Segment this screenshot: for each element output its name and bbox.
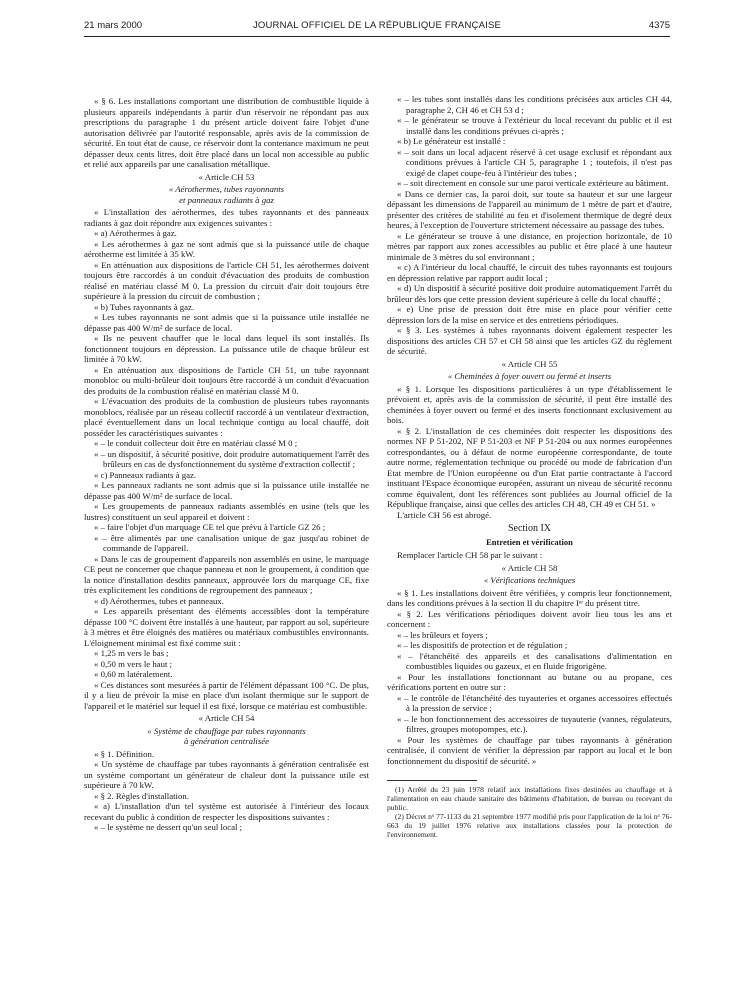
paragraph: « § 2. Les vérifications périodiques doivent avoir lieu tous les ans et concernent : xyxy=(387,608,672,629)
header-date: 21 mars 2000 xyxy=(84,20,143,31)
paragraph: « Ces distances sont mesurées à partir de l'élément dépassant 100 °C. De plus, il y a lieu de prévoir la mise en place d'un isolant thermique sur le support de l'appareil et le matériel sur lequel il est fixé, lorsque ce matériau est combustible. xyxy=(84,679,369,711)
paragraph: « b) Tubes rayonnants à gaz. xyxy=(94,301,195,312)
footnotes xyxy=(387,785,672,839)
paragraph: « b) Le générateur est installé : xyxy=(397,136,506,146)
paragraph: « Les aérothermes à gaz ne sont admis que si la puissance utile de chaque aérotherme est limitée à 35 kW. xyxy=(84,238,369,259)
paragraph: « d) Un dispositif à sécurité positive doit produire automatiquement l'arrêt du brûleur dès lors que cette pression devient supérieure à celle du local chauffé ; xyxy=(387,283,672,304)
article-heading: « Article CH 55 xyxy=(501,358,558,369)
paragraph: L'article CH 56 est abrogé. xyxy=(397,509,492,520)
paragraph: « En atténuation aux dispositions de l'article CH 51, les aérothermes doivent toujours être raccordés à un conduit d'évacuation des produits de combustion réalisé en matériau classé M 0. La pression du circuit d'air doit toujours être supérieure à la pression du circuit de combustion ; xyxy=(84,259,369,301)
list-item: « – le bon fonctionnement des accessoires de tuyauterie (vannes, régulateurs, filtres, groupes motopompes, etc.). xyxy=(397,713,672,734)
paragraph: « Les tubes rayonnants ne sont admis que si la puissance utile installée ne dépasse pas 400 W/m² de surface de local. xyxy=(84,312,369,333)
paragraph: « Un système de chauffage par tubes rayonnants à génération centralisée est un système comportant un générateur de chaleur dont la puissance utile est supérieure à 70 kW. xyxy=(84,759,369,790)
paragraph: « e) Une prise de pression doit être mise en place pour vérifier cette dépression lors de la mise en service et des entretiens périodiques. xyxy=(387,304,672,325)
paragraph: « Dans ce dernier cas, la paroi doit, sur toute sa hauteur et sur une largeur dépassant les dimensions de l'appareil au minimum de 1 mètre de part et d'autre, présenter des critères de stabilité au feu et d'isolement thermique de degré deux heures, à l'exception de l'ouverture strictement nécessaire au passage des tubes. xyxy=(387,188,672,230)
list-item: « – les tubes sont installés dans les conditions précisées aux articles CH 44, paragraphe 2, CH 46 et CH 53 d ; xyxy=(397,94,672,115)
paragraph: « § 1. Définition. xyxy=(94,748,155,759)
right-column xyxy=(387,94,672,839)
paragraph: « L'évacuation des produits de la combustion de plusieurs tubes rayonnants monoblocs, réalisée par un réseau collectif raccordé à un ventilateur d'extraction, placé éventuellement dans un local technique contigu au local chauffé, doit posséder les caractéristiques suivantes : xyxy=(84,396,369,438)
paragraph: « Ils ne peuvent chauffer que le local dans lequel ils sont installés. Ils fonctionnent toujours en dépression. La puissance utile de chaque brûleur est limitée à 70 kW. xyxy=(84,333,369,364)
paragraph: « § 1. Les installations doivent être vérifiées, y compris leur fonctionnement, dans les conditions prévues à la section II du chapitre Iᵉʳ du présent titre. xyxy=(387,587,672,608)
paragraph: « a) Aérothermes à gaz. xyxy=(94,228,177,238)
paragraph: « § 6. Les installations comportant une distribution de combustible liquide à plusieurs appareils indépendants à partir d'un réservoir ne répondant pas aux prescriptions du paragraphe 1 du présent article doivent faire l'objet d'une autorisation délivrée par l'autorité responsable, après avis de la commission de sécurité. En tout état de cause, ce réservoir dont la contenance maximum ne peut dépasser deux cents litres, doit être placé dans un local non accessible au public et relié aux appareils par une canalisation métallique. xyxy=(84,96,369,169)
paragraph: « d) Aérothermes, tubes et panneaux. xyxy=(94,595,224,606)
paragraph: « 1,25 m vers le bas ; xyxy=(94,648,169,658)
list-item: « – un dispositif, à sécurité positive, doit produire automatiquement l'arrêt des brûleurs en cas de dysfonctionnement du système d'extraction collectif ; xyxy=(94,448,369,469)
list-item: « – le générateur se trouve à l'extérieur du local recevant du public et il est installé dans les conditions prévues ci-après ; xyxy=(397,115,672,136)
footnote-rule xyxy=(387,780,477,781)
paragraph: « a) L'installation d'un tel système est autorisée à l'intérieur des locaux recevant du public à condition de respecter les dispositions suivantes : xyxy=(84,801,369,822)
header-page-number: 4375 xyxy=(648,20,670,31)
paragraph: « 0,50 m vers le haut ; xyxy=(94,658,173,669)
article-heading: « Article CH 54 xyxy=(198,713,255,723)
paragraph: « Pour les systèmes de chauffage par tubes rayonnants à génération centralisée, il convient de vérifier la dépression par rapport au local et le bon fonctionnement du dispositif de sécurité. » xyxy=(387,734,672,766)
list-item: « – le système ne dessert qu'un seul local ; xyxy=(94,822,243,832)
paragraph: « § 1. Lorsque les dispositions particulières à un type d'établissement le prévoient et, après avis de la commission de sécurité, il peut être installé des cheminées à foyer ouvert ou fermé et des inserts fonctionnant exclusivement au bois. xyxy=(387,383,672,425)
article-title: et panneaux radiants à gaz xyxy=(179,194,274,205)
list-item: « – les dispositifs de protection et de régulation ; xyxy=(397,640,568,650)
paragraph: « § 3. Les systèmes à tubes rayonnants doivent également respecter les dispositions des articles CH 57 et CH 58 ainsi que les articles GZ du règlement de sécurité. xyxy=(387,325,672,356)
paragraph: « L'installation des aérothermes, des tubes rayonnants et des panneaux radiants à gaz doit répondre aux exigences suivantes : xyxy=(84,207,369,228)
footnote: (2) Décret nᵒ 77-1133 du 21 septembre 1977 modifié pris pour l'application de la loi nᵒ 76-663 du 19 juillet 1976 relative aux installations classées pour la protection de l'environnement. xyxy=(387,812,672,839)
article-title: « Vérifications techniques xyxy=(483,575,576,585)
header-title: JOURNAL OFFICIEL DE LA RÉPUBLIQUE FRANÇAISE xyxy=(252,20,502,31)
section-heading: Section IX xyxy=(507,523,552,534)
paragraph: « c) A l'intérieur du local chauffé, le circuit des tubes rayonnants est toujours en dépression relative par rapport audit local ; xyxy=(387,262,672,283)
article-title: « Cheminées à foyer ouvert ou fermé et inserts xyxy=(447,371,612,381)
paragraph: « Les appareils présentant des éléments accessibles dont la température dépasse 100 °C doivent être installés à une hauteur, par rapport au sol, supérieure à 3 mètres et être éloignés des matières ou matériaux combustibles environnants. L'éloignement minimal est fixé comme suit : xyxy=(84,606,369,648)
article-title: à génération centralisée xyxy=(183,736,270,746)
section-subheading: Entretien et vérification xyxy=(486,536,573,547)
list-item: « – le contrôle de l'étanchéité des tuyauteries et organes accessoires effectués à la pression de service ; xyxy=(397,692,672,713)
article-title: « Système de chauffage par tubes rayonnants xyxy=(147,725,306,736)
paragraph: « § 2. Règles d'installation. xyxy=(94,790,189,801)
list-item: « – être alimentés par une canalisation unique de gaz jusqu'au robinet de commande de l'appareil. xyxy=(94,532,369,553)
list-item: « – le conduit collecteur doit être en matériau classé M 0 ; xyxy=(94,438,298,448)
list-item: « – faire l'objet d'un marquage CE tel que prévu à l'article GZ 26 ; xyxy=(94,522,326,532)
paragraph: « Dans le cas de groupement d'appareils non assemblés en usine, le marquage CE peut ne concerner que chaque panneau et non le groupement, à condition que la notice d'installation desdits panneaux, approuvée lors du marquage CE, fixe très explicitement les conditions de regroupement des panneaux ; xyxy=(84,553,369,595)
article-title: « Aérothermes, tubes rayonnants xyxy=(168,184,285,194)
paragraph: « § 2. L'installation de ces cheminées doit respecter les dispositions des normes NF P 51-202, NF P 51-203 et NF P 51-204 ou aux normes européennes correspondantes, ou à défaut de norme européenne correspondante, de toute autre norme, réglementation technique ou procédé ou mode de fabrication d'un Etat membre de l'Union européenne ou d'un Etat partie contractante à l'accord instituant l'Espace économique européen, assurant un niveau de sécurité reconnu comme équivalent, dont les références sont publiées au Journal officiel de la République française, ainsi que celles des articles CH 48, CH 49 et CH 51. » xyxy=(387,425,672,509)
left-column xyxy=(84,96,369,833)
paragraph: « Pour les installations fonctionnant au butane ou au propane, ces vérifications portent en outre sur : xyxy=(387,671,672,692)
article-heading: « Article CH 58 xyxy=(501,562,558,573)
paragraph: « Les groupements de panneaux radiants assemblés en usine (tels que les lustres) constituent un seul appareil et doivent : xyxy=(84,501,369,522)
paragraph: « c) Panneaux radiants à gaz. xyxy=(94,469,197,480)
paragraph: « En atténuation aux dispositions de l'article CH 51, un tube rayonnant monobloc ou multi-brûleur doit toujours être raccordé à un conduit d'évacuation des produits de la combustion réalisé en matériau classé M 0. xyxy=(84,364,369,396)
header-rule xyxy=(84,36,670,37)
footnote: (1) Arrêté du 23 juin 1978 relatif aux installations fixes destinées au chauffage et à l'alimentation en eau chaude sanitaire des bâtiments d'habitation, de bureau ou recevant du public. xyxy=(387,785,672,812)
paragraph: « Le générateur se trouve à une distance, en projection horizontale, de 10 mètres par rapport aux zones accessibles au public et être placé à une hauteur minimale de 3 mètres du sol environnant ; xyxy=(387,230,672,262)
list-item: « – soit directement en console sur une paroi verticale extérieure au bâtiment. xyxy=(397,178,669,188)
list-item: « – l'étanchéité des appareils et des canalisations d'alimentation en combustibles liquides ou gazeux, et en fluide frigorigène. xyxy=(397,650,672,671)
article-heading: « Article CH 53 xyxy=(198,171,255,182)
paragraph: Remplacer l'article CH 58 par le suivant : xyxy=(397,550,543,560)
list-item: « – soit dans un local adjacent réservé à cet usage exclusif et répondant aux conditions prévues à l'article CH 5, paragraphe 1 ; toutefois, il n'est pas exigé de clapet coupe-feu à l'intérieur des tubes ; xyxy=(397,146,672,178)
paragraph: « Les panneaux radiants ne sont admis que si la puissance utile installée ne dépasse pas 400 W/m² de surface de local. xyxy=(84,480,369,501)
running-header xyxy=(84,20,670,34)
paragraph: « 0,60 m latéralement. xyxy=(94,669,173,679)
list-item: « – les brûleurs et foyers ; xyxy=(397,629,488,640)
